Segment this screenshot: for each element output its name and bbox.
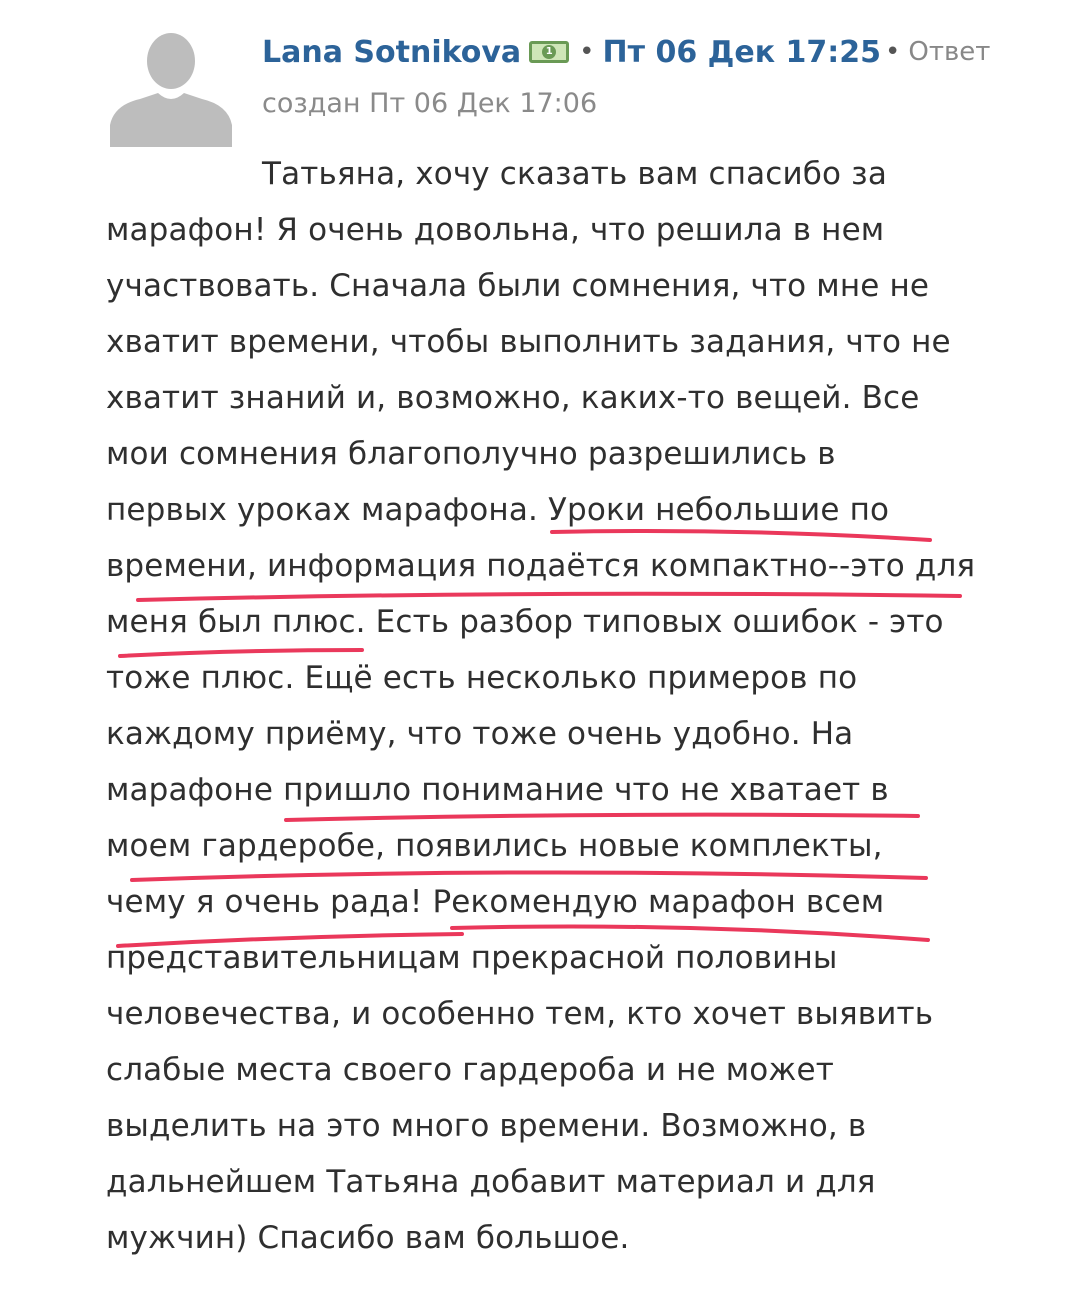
- comment-line: времени, информация подаётся компактно--это для: [106, 548, 976, 584]
- underline-stroke: [138, 594, 960, 600]
- separator: •: [885, 37, 901, 67]
- separator: •: [579, 37, 595, 67]
- comment-line: человечества, и особенно тем, кто хочет выявить: [106, 996, 934, 1032]
- comment-line: слабые места своего гардероба и не может: [106, 1052, 834, 1088]
- author-name[interactable]: Lana Sotnikova: [262, 34, 522, 70]
- comment-line: выделить на это много времени. Возможно, в: [106, 1108, 867, 1144]
- comment-line: мои сомнения благополучно разрешились в: [106, 436, 836, 472]
- comment-line: марафон! Я очень довольна, что решила в нем: [106, 212, 885, 248]
- underline-stroke: [120, 650, 362, 656]
- created-timestamp: создан Пт 06 Дек 17:06: [262, 88, 598, 119]
- comment-header: [262, 30, 990, 74]
- comment-line: Татьяна, хочу сказать вам спасибо за: [262, 156, 887, 192]
- comment-line: марафоне пришло понимание что не хватает в: [106, 772, 889, 808]
- reply-link[interactable]: Ответ: [908, 37, 991, 67]
- comment-line: моем гардеробе, появились новые комплекты,: [106, 828, 883, 864]
- comment-line: хватит времени, чтобы выполнить задания, что не: [106, 324, 951, 360]
- comment-line: каждому приёму, что тоже очень удобно. На: [106, 716, 854, 752]
- comment-line: чему я очень рада! Рекомендую марафон всем: [106, 884, 885, 920]
- underline-stroke: [286, 815, 918, 820]
- comment-line: участвовать. Сначала были сомнения, что мне не: [106, 268, 930, 304]
- comment-line: представительницам прекрасной половины: [106, 940, 838, 976]
- comment-line: тоже плюс. Ещё есть несколько примеров по: [106, 660, 858, 696]
- underline-stroke: [132, 872, 926, 880]
- comment-date-link[interactable]: Пт 06 Дек 17:25: [602, 34, 882, 70]
- comment-line: первых уроках марафона. Уроки небольшие по: [106, 492, 890, 528]
- avatar[interactable]: [110, 25, 232, 147]
- comment-line: меня был плюс. Есть разбор типовых ошибок - это: [106, 604, 944, 640]
- avatar-placeholder-icon: [110, 33, 232, 147]
- comment-line: дальнейшем Татьяна добавит материал и для: [106, 1164, 876, 1200]
- underline-stroke: [452, 927, 928, 941]
- comment-line: хватит знаний и, возможно, каких-то вещей. Все: [106, 380, 920, 416]
- comment-line: мужчин) Спасибо вам большое.: [106, 1220, 630, 1256]
- money-badge-icon: 1: [529, 41, 569, 63]
- underline-stroke: [552, 531, 930, 540]
